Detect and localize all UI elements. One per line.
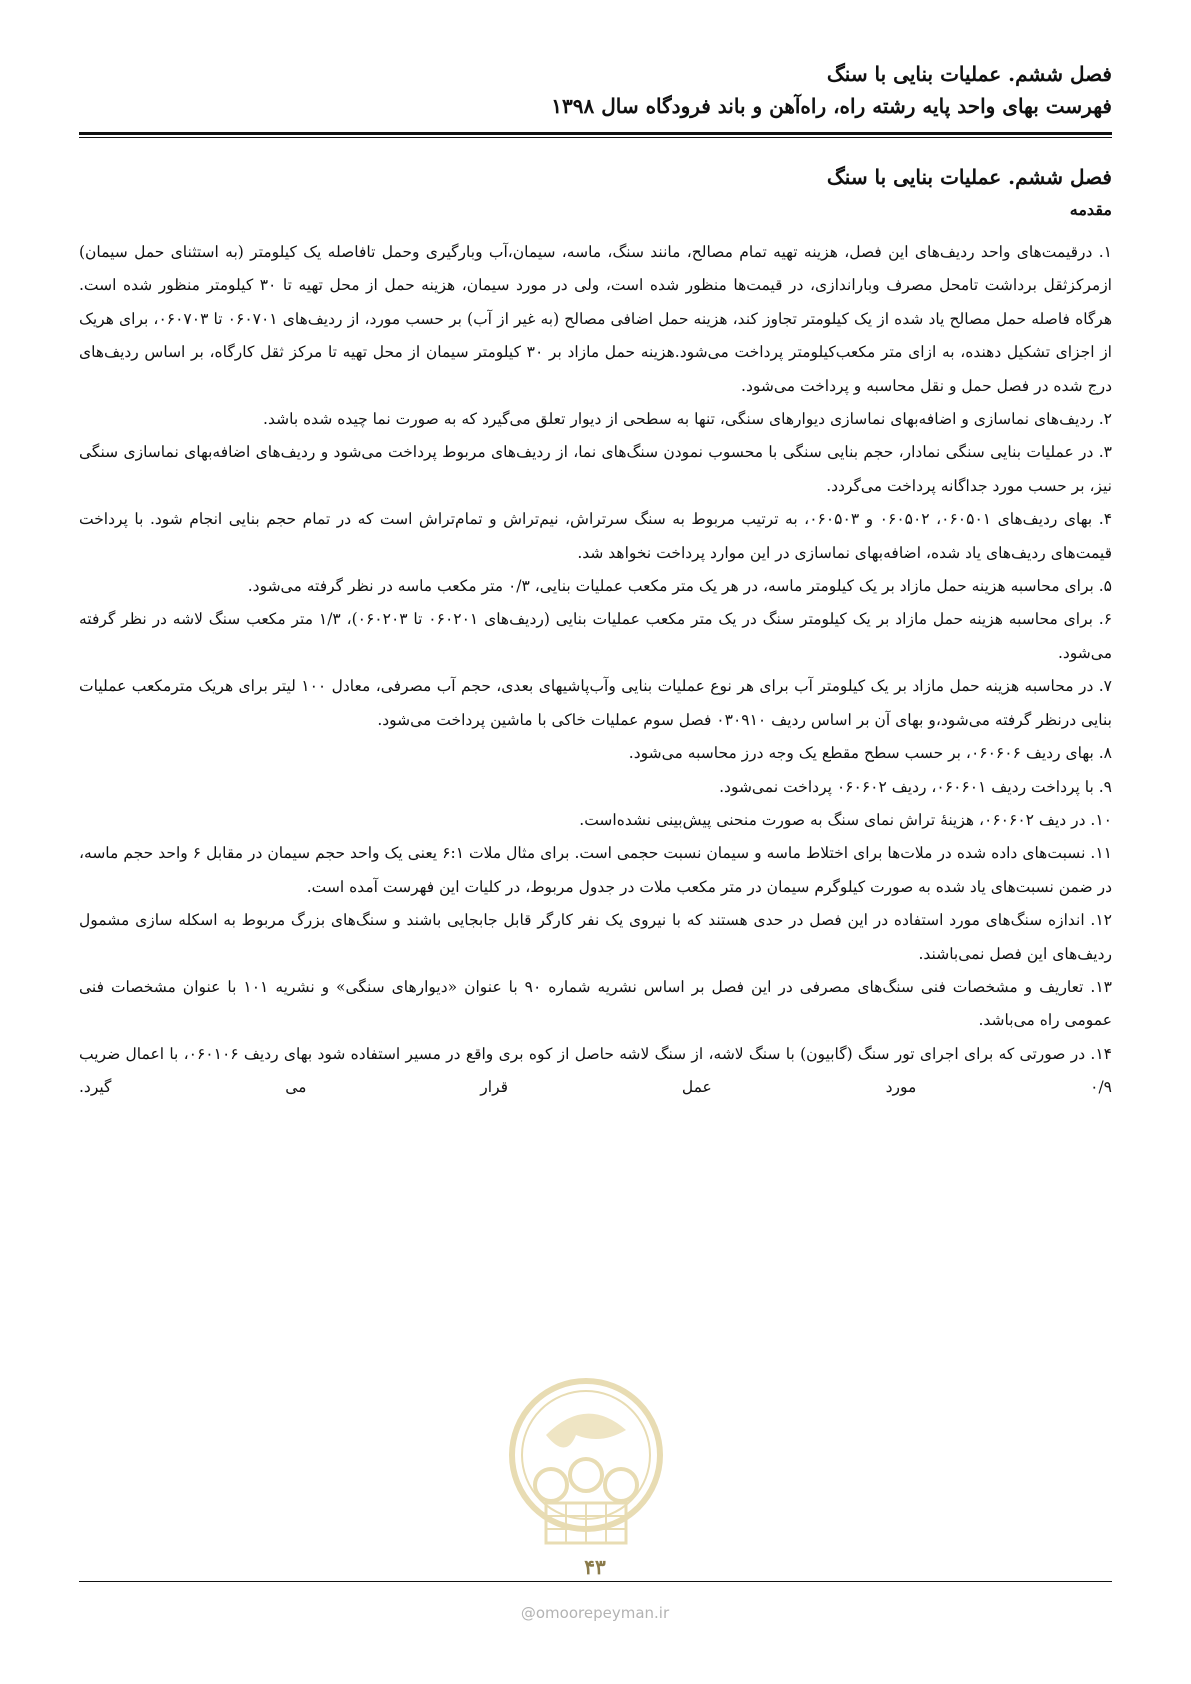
paragraph-10: ۱۰. در دیف ۰۶۰۶۰۲، هزینهٔ تراش نمای سنگ به صورت منحنی پیش‌بینی نشده‌است. [579,810,1112,829]
paragraph-4: ۴. بهای ردیف‌های ۰۶۰۵۰۱، ۰۶۰۵۰۲ و ۰۶۰۵۰۳، به ترتیب مربوط به سنگ سرتراش، نیم‌تراش و تمام‌تراش است که در تمام حجم بنایی انجام شود. با پرداخت قیمت‌های ردیف‌های یاد شده، اضافه‌بهای نماسازی در این موارد پرداخت نخواهد شد. [79,510,1113,562]
footer-rule [79,1581,1112,1582]
paragraph-9: ۹. با پرداخت ردیف ۰۶۰۶۰۱، ردیف ۰۶۰۶۰۲ پرداخت نمی‌شود. [719,777,1112,796]
paragraph-12: ۱۲. اندازه سنگ‌های مورد استفاده در این فصل در حدی هستند که با نیروی یک نفر کارگر قابل جابجایی باشند و سنگ‌های بزرگ مربوط به اسکله سازی مشمول ردیف‌های این فصل نمی‌باشند. [79,911,1112,963]
paragraph-8: ۸. بهای ردیف ۰۶۰۶۰۶، بر حسب سطح مقطع یک وجه درز محاسبه می‌شود. [628,744,1112,763]
page-header [79,58,1112,122]
header-list-title: فهرست بهای واحد پایه رشته راه، راه‌آهن و باند فرودگاه سال ۱۳۹۸ [551,94,1112,118]
page-number: ۴۳ [584,1555,606,1579]
paragraph-11: ۱۱. نسبت‌های داده شده در ملات‌ها برای اختلاط ماسه و سیمان نسبت حجمی است. برای مثال ملات ۶:۱ یعنی یک واحد حجم سیمان در مقابل ۶ واحد حجم ماسه، در ضمن نسبت‌های یاد شده به صورت کیلوگرم سیمان در متر مکعب ملات در جدول مربوط، در کلیات این فهرست آمده است. [79,844,1112,896]
watermark-url: @omoorepeyman.ir [520,1604,670,1622]
page-content [79,160,1112,1105]
header-rule-thick [79,132,1112,135]
paragraph-6: ۶. برای محاسبه هزینه حمل مازاد بر یک کیلومتر سنگ در یک متر مکعب عملیات بنایی (ردیف‌های ۰۶۰۲۰۱ تا ۰۶۰۲۰۳)، ۱/۳ متر مکعب سنگ لاشه در نظر گرفته می‌شود. [79,610,1113,662]
paragraph-3: ۳. در عملیات بنایی سنگی نمادار، حجم بنایی سنگی با محسوب نمودن سنگ‌های نما، از ردیف‌های مربوط پرداخت می‌شود و ردیف‌های اضافه‌بهای نماسازی سنگی نیز، بر حسب مورد جداگانه پرداخت می‌گردد. [79,443,1112,495]
header-rule-thin [79,137,1112,138]
paragraph-5: ۵. برای محاسبه هزینه حمل مازاد بر یک کیلومتر ماسه، در هر یک متر مکعب عملیات بنایی، ۰/۳ متر مکعب ماسه در نظر گرفته می‌شود. [247,577,1112,596]
chapter-title: فصل ششم. عملیات بنایی با سنگ [826,165,1112,189]
watermark-seal-logo [506,1375,666,1560]
paragraph-1: ۱. درقیمت‌های واحد ردیف‌های این فصل، هزینه تهیه تمام مصالح، مانند سنگ، ماسه، سیمان،آب وبارگیری وحمل تافاصله یک کیلومتر (به استثنای حمل سیمان) ازمرکزثقل برداشت تامحل مصرف وباراندازی، در قیمت‌ها منظور شده است، ولی در مورد سیمان، هزینه حمل از محل تهیه تا ۳۰ کیلومتر منظور شده است. هرگاه فاصله حمل مصالح یاد شده از یک کیلومتر تجاوز کند، هزینه حمل اضافی مصالح (به غیر از آب) بر حسب مورد، از ردیف‌های ۰۶۰۷۰۱ تا ۰۶۰۷۰۳، برای هریک از اجزای تشکیل دهنده، به ازای متر مکعب‌کیلومتر پرداخت می‌شود.هزینه حمل مازاد بر ۳۰ کیلومتر سیمان از محل تهیه تا مرکز ثقل کارگاه، بر اساس ردیف‌های درج شده در فصل حمل و نقل محاسبه و پرداخت می‌شود. [79,243,1113,395]
paragraph-2: ۲. ردیف‌های نماسازی و اضافه‌بهای نماسازی دیوارهای سنگی، تنها به سطحی از دیوار تعلق می‌گیرد که به صورت نما چیده شده باشد. [263,410,1112,429]
paragraph-13: ۱۳. تعاریف و مشخصات فنی سنگ‌های مصرفی در این فصل بر اساس نشریه شماره ۹۰ با عنوان «دیوارهای سنگی» و نشریه ۱۰۱ با عنوان مشخصات فنی عمومی راه می‌باشد. [79,977,1112,1030]
header-chapter-line: فصل ششم. عملیات بنایی با سنگ [826,62,1112,86]
paragraph-7: ۷. در محاسبه هزینه حمل مازاد بر یک کیلومتر آب برای هر نوع عملیات بنایی وآب‌پاشیهای بعدی، حجم آب مصرفی، معادل ۱۰۰ لیتر برای هریک مترمکعب عملیات بنایی درنظر گرفته می‌شود،و بهای آن بر اساس ردیف ۰۳۰۹۱۰ فصل سوم عملیات خاکی با ماشین پرداخت می‌شود. [79,677,1112,729]
paragraph-14: ۱۴. در صورتی که برای اجرای تور سنگ (گابیون) با سنگ لاشه، از سنگ لاشه حاصل از کوه بری واقع در مسیر استفاده شود بهای ردیف ۰۶۰۱۰۶، با اعمال ضریب ۰/۹ مورد عمل قرار می گیرد. [79,1044,1112,1097]
intro-title: مقدمه [1069,200,1112,219]
